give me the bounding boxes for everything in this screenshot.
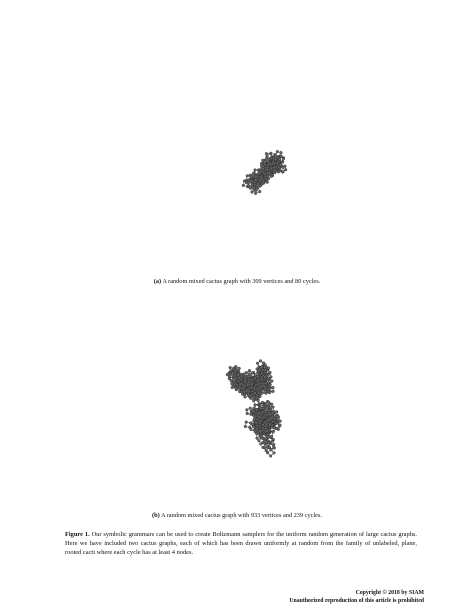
graph-vertex (264, 403, 267, 406)
graph-vertex (237, 370, 240, 373)
graph-vertex (252, 395, 255, 398)
graph-vertex (257, 169, 260, 172)
graph-vertex (264, 160, 267, 163)
graph-vertex (248, 369, 251, 372)
graph-vertex (263, 416, 266, 419)
graph-vertex (226, 373, 229, 376)
graph-vertex (244, 379, 247, 382)
graph-vertex (266, 407, 269, 410)
graph-vertex (277, 416, 280, 419)
graph-vertex (272, 445, 275, 448)
graph-vertex (271, 380, 274, 383)
graph-vertex (260, 366, 263, 369)
graph-vertex (266, 375, 269, 378)
graph-vertex (244, 396, 247, 399)
graph-vertex (268, 391, 271, 394)
graph-vertex (269, 384, 272, 387)
graph-vertex (272, 438, 275, 441)
graph-vertex (280, 151, 283, 154)
graph-vertex (262, 181, 265, 184)
graph-vertex (266, 439, 269, 442)
graph-vertex (235, 377, 238, 380)
subcaption-a (0, 278, 474, 286)
graph-vertex (258, 439, 261, 442)
graph-vertex (250, 413, 253, 416)
graph-vertex (264, 175, 267, 178)
graph-vertex (241, 375, 244, 378)
graph-vertex (269, 441, 272, 444)
graph-vertex (269, 371, 272, 374)
subcaption-b-text: A random mixed cactus graph with 933 vertices and 239 cycles. (160, 512, 322, 519)
graph-vertex (234, 369, 237, 372)
graph-vertex (267, 401, 270, 404)
graph-vertex (265, 427, 268, 430)
graph-vertex (259, 420, 262, 423)
graph-vertex (284, 165, 287, 168)
graph-vertex (269, 413, 272, 416)
graph-vertex (260, 417, 263, 420)
graph-vertex (270, 167, 273, 170)
graph-vertex (258, 425, 261, 428)
figure-caption-label: Figure 1. (65, 531, 90, 538)
graph-vertex (259, 395, 262, 398)
graph-vertex (273, 171, 276, 174)
graph-vertex (258, 190, 261, 193)
graph-vertex (273, 166, 276, 169)
graph-vertex (269, 406, 272, 409)
graph-vertex (257, 392, 260, 395)
graph-vertex (237, 374, 240, 377)
graph-vertex (246, 412, 249, 415)
graph-vertex (276, 418, 279, 421)
graph-vertex (254, 377, 257, 380)
graph-vertex (234, 381, 237, 384)
graph-vertex (231, 372, 234, 375)
graph-vertex (233, 375, 236, 378)
graph-vertex (270, 175, 273, 178)
graph-vertex (263, 446, 266, 449)
graph-vertex (261, 401, 264, 404)
graph-vertex (235, 387, 238, 390)
graph-vertex (280, 155, 283, 158)
graph-vertex (256, 437, 259, 440)
reproduction-notice: Unauthorized reproduction of this article is prohibited (289, 598, 424, 604)
graph-vertex (254, 415, 257, 418)
graph-vertex (267, 367, 270, 370)
graph-vertex (259, 180, 262, 183)
graph-vertex (257, 369, 260, 372)
graph-vertex (230, 382, 233, 385)
graph-vertex (248, 375, 251, 378)
graph-vertex (257, 399, 260, 402)
graph-vertex (264, 369, 267, 372)
graph-vertex (238, 376, 241, 379)
graph-vertex (272, 390, 275, 393)
graph-vertex (270, 403, 273, 406)
graph-vertex (256, 173, 259, 176)
figure-caption (65, 530, 417, 558)
graph-vertex (266, 172, 269, 175)
graph-vertex (266, 164, 269, 167)
cactus-graph-b (130, 305, 380, 505)
graph-vertex (250, 175, 253, 178)
graph-vertex (275, 422, 278, 425)
graph-vertex (270, 376, 273, 379)
graph-vertex (255, 179, 258, 182)
graph-vertex (282, 157, 285, 160)
graph-vertex (251, 383, 254, 386)
graph-vertex (245, 408, 248, 411)
graph-vertex (242, 383, 245, 386)
graph-vertex (249, 407, 252, 410)
graph-vertex (263, 376, 266, 379)
graph-vertex (269, 423, 272, 426)
graph-vertex (256, 362, 259, 365)
graph-vertex (267, 436, 270, 439)
graph-vertex (272, 431, 275, 434)
graph-vertex (272, 386, 275, 389)
graph-vertex (259, 184, 262, 187)
graph-vertex (235, 365, 238, 368)
graph-vertex (262, 407, 265, 410)
graph-vertex (251, 184, 254, 187)
graph-vertex (266, 413, 269, 416)
cactus-graph-a (130, 70, 380, 270)
subcaption-b-label: (b) (152, 512, 160, 519)
graph-vertex (251, 410, 254, 413)
graph-vertex (247, 185, 250, 188)
graph-vertex (277, 166, 280, 169)
graph-vertex (260, 376, 263, 379)
graph-vertex (238, 367, 241, 370)
graph-vertex (276, 162, 279, 165)
graph-vertex (268, 419, 271, 422)
graph-vertex (248, 426, 251, 429)
graph-vertex (255, 189, 258, 192)
graph-vertex (264, 163, 267, 166)
graph-vertex (259, 360, 262, 363)
graph-vertex (249, 422, 252, 425)
graph-vertex (277, 428, 280, 431)
graph-vertex (254, 404, 257, 407)
graph-vertex (259, 385, 262, 388)
graph-vertex (245, 179, 248, 182)
graph-vertex (278, 158, 281, 161)
graph-vertex (270, 157, 273, 160)
graph-vertex (255, 421, 258, 424)
graph-vertex (273, 426, 276, 429)
graph-vertex (245, 371, 248, 374)
graph-vertex (270, 152, 273, 155)
graph-vertex (262, 423, 265, 426)
graph-vertex (244, 376, 247, 379)
graph-vertex (266, 181, 269, 184)
copyright-footer (289, 589, 424, 605)
graph-vertex (248, 381, 251, 384)
graph-vertex (279, 424, 282, 427)
graph-vertex (256, 380, 259, 383)
graph-vertex (230, 379, 233, 382)
graph-vertex (254, 169, 257, 172)
graph-vertex (251, 191, 254, 194)
graph-vertex (243, 391, 246, 394)
graph-vertex (284, 168, 287, 171)
graph-vertex (263, 382, 266, 385)
graph-vertex (254, 192, 257, 195)
graph-vertex (239, 383, 242, 386)
graph-vertex (274, 158, 277, 161)
figure-caption-text: Our symbolic grammars can be used to create Boltzmann samplers for the uniform random generation of large cactus graphs. Here we have included two cactus graphs, each of which has been drawn uniformly at random from the family of unlabeled, plane, rooted cacti where each cycle has at least 4 nodes. (65, 531, 417, 557)
graph-vertex (251, 386, 254, 389)
graph-vertex (259, 443, 262, 446)
graph-vertex (269, 455, 272, 458)
graph-vertex (229, 366, 232, 369)
graph-vertex (256, 409, 259, 412)
graph-vertex (260, 413, 263, 416)
graph-vertex (247, 378, 250, 381)
graph-vertex (254, 430, 257, 433)
graph-vertex (252, 407, 255, 410)
graph-vertex (265, 152, 268, 155)
graph-vertex (271, 420, 274, 423)
graph-vertex (274, 155, 277, 158)
graph-vertex (252, 425, 255, 428)
graph-vertex (279, 420, 282, 423)
graph-vertex (253, 388, 256, 391)
graph-vertex (262, 171, 265, 174)
graph-vertex (281, 170, 284, 173)
graph-vertex (244, 425, 247, 428)
graph-vertex (275, 411, 278, 414)
graph-vertex (266, 378, 269, 381)
graph-vertex (254, 392, 257, 395)
graph-vertex (264, 390, 267, 393)
graph-vertex (250, 180, 253, 183)
graph-vertex (266, 451, 269, 454)
copyright-line: Copyright © 2018 by SIAM (355, 590, 424, 596)
graph-vertex (252, 172, 255, 175)
graph-vertex (256, 418, 259, 421)
graph-vertex (270, 435, 273, 438)
graph-vertex (242, 184, 245, 187)
subcaption-b (0, 512, 474, 520)
graph-vertex (247, 394, 250, 397)
graph-vertex (256, 394, 259, 397)
graph-vertex (260, 162, 263, 165)
graph-vertex (246, 175, 249, 178)
graph-vertex (256, 383, 259, 386)
graph-vertex (268, 429, 271, 432)
graph-vertex (240, 387, 243, 390)
graph-vertex (245, 421, 248, 424)
graph-vertex (264, 364, 267, 367)
graph-vertex (260, 177, 263, 180)
graph-vertex (273, 452, 276, 455)
subcaption-a-label: (a) (153, 278, 162, 285)
graph-vertex (250, 379, 253, 382)
graph-vertex (270, 449, 273, 452)
graph-vertex (267, 177, 270, 180)
graph-vertex (262, 411, 265, 414)
graph-vertex (256, 375, 259, 378)
graph-vertex (272, 410, 275, 413)
graph-vertex (276, 150, 279, 153)
graph-vertex (251, 372, 254, 375)
graph-vertex (231, 386, 234, 389)
graph-vertex (259, 430, 262, 433)
subcaption-a-text: A random mixed cactus graph with 309 vertices and 80 cycles. (162, 278, 321, 285)
graph-vertex (261, 372, 264, 375)
graph-vertex (266, 168, 269, 171)
graph-vertex (261, 436, 264, 439)
graph-vertex (259, 405, 262, 408)
graph-vertex (279, 163, 282, 166)
graph-vertex (268, 446, 271, 449)
graph-vertex (237, 380, 240, 383)
